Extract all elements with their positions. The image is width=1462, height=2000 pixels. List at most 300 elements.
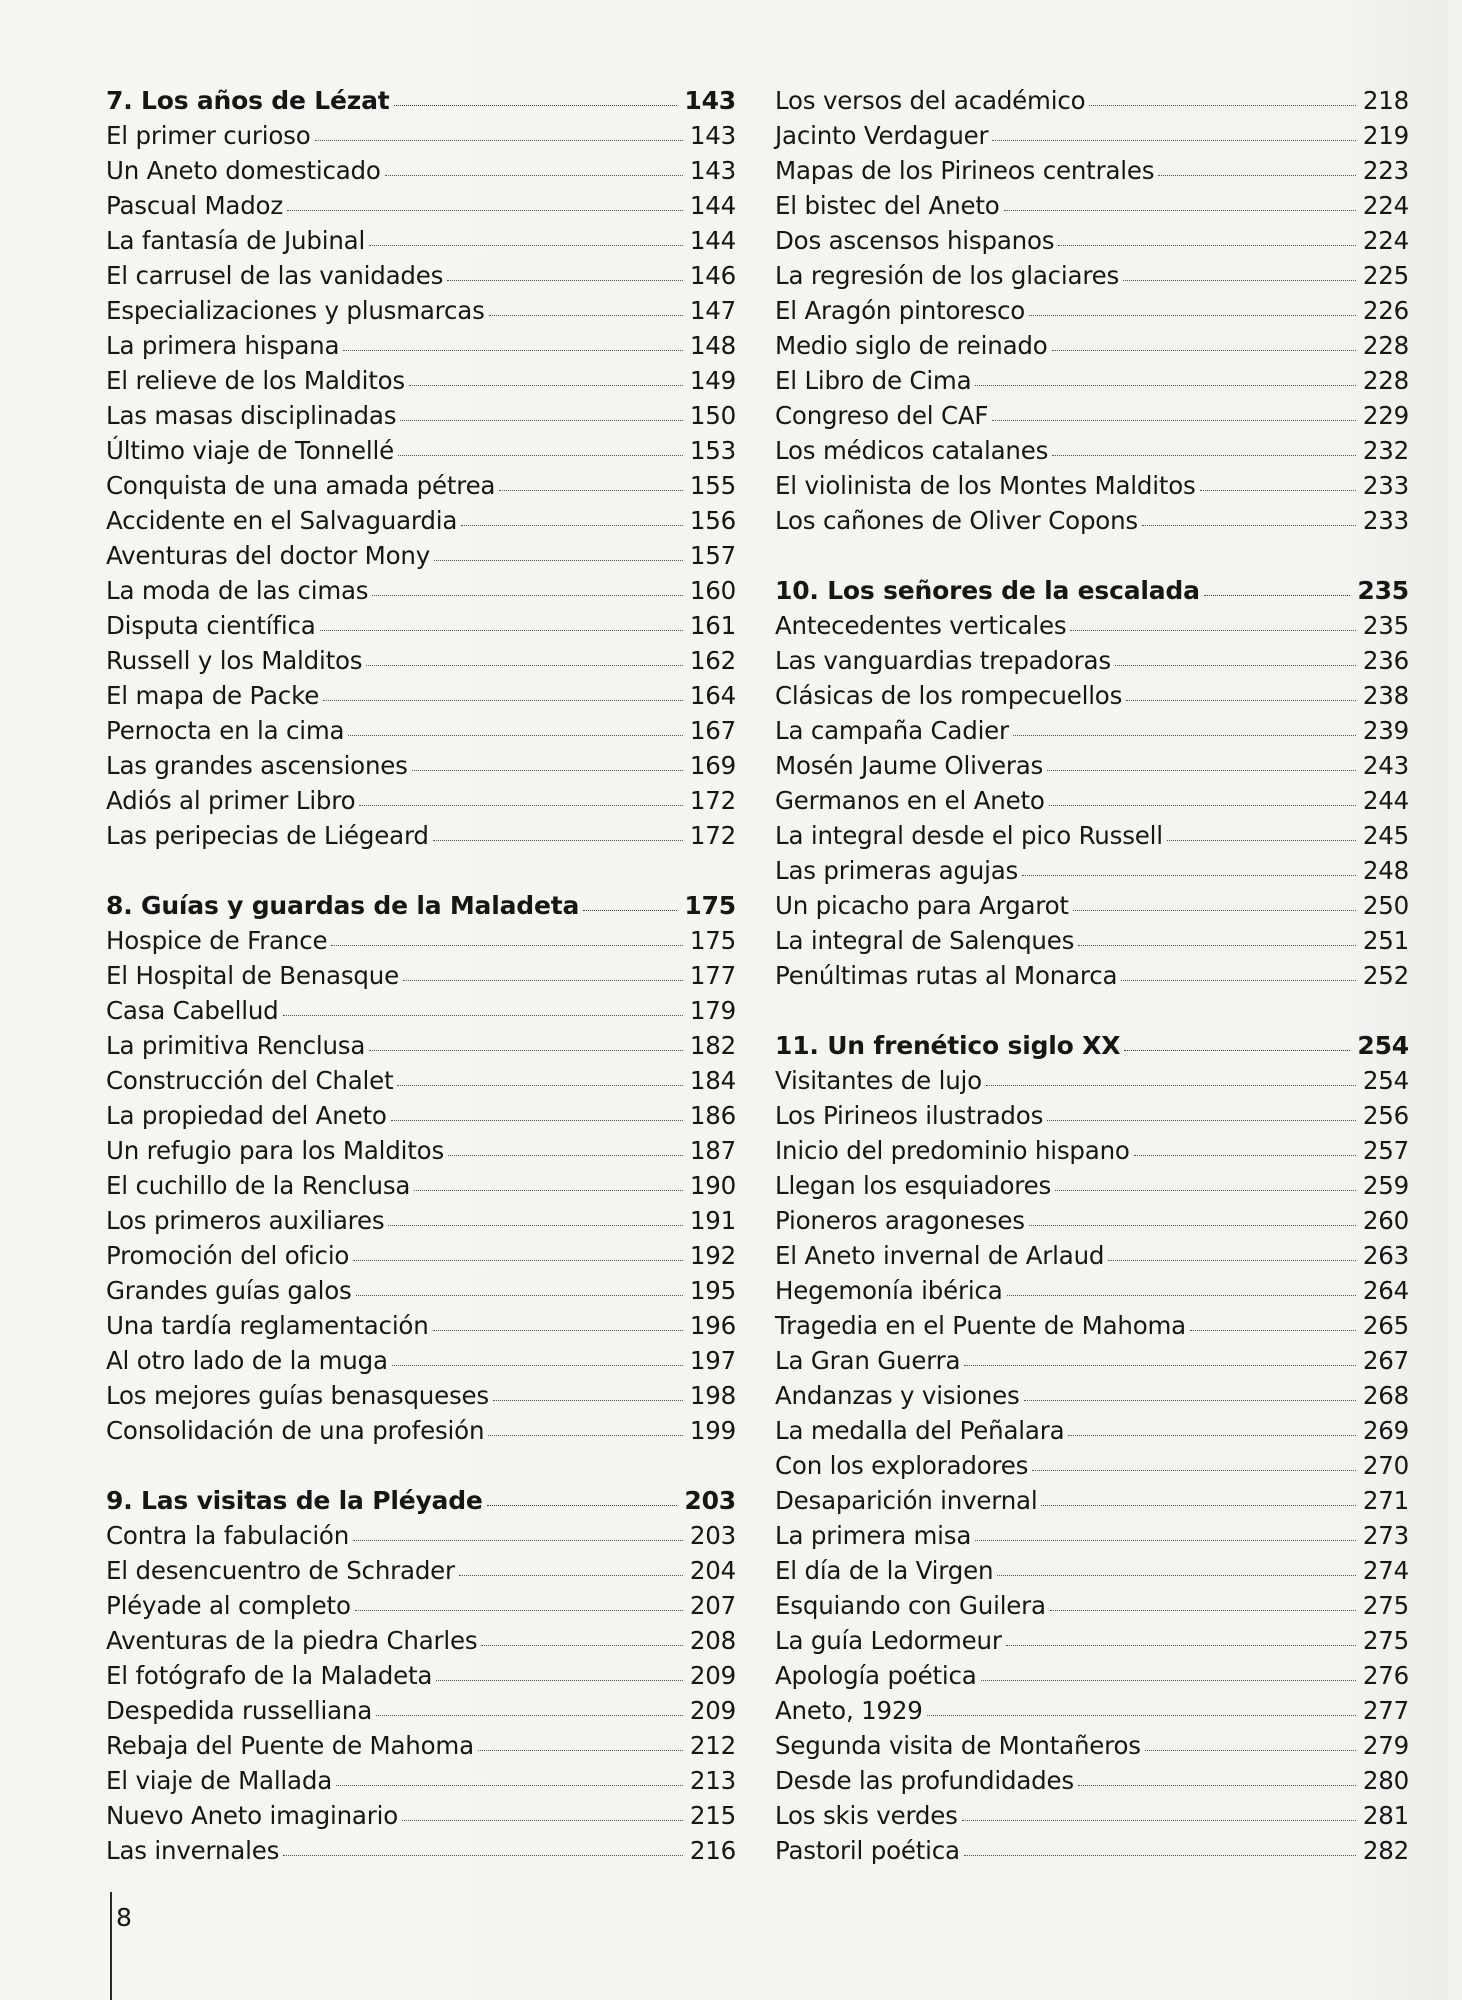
dot-leader [414,1190,683,1191]
entry-page-number: 209 [689,1696,736,1725]
toc-entry [775,261,1409,296]
dot-leader [359,805,682,806]
dot-leader [1013,735,1356,736]
toc-entry [775,891,1409,926]
entry-title: Rebaja del Puente de Mahoma [106,1731,474,1760]
entry-page-number: 239 [1362,716,1409,745]
entry-title: La medalla del Peñalara [775,1416,1065,1445]
toc-entry [106,1066,736,1101]
dot-leader [348,735,682,736]
chapter-title: 11. Un frenético siglo XX [775,1031,1121,1060]
entry-page-number: 275 [1362,1626,1409,1655]
toc-entry [775,786,1409,821]
dot-leader [997,1575,1356,1576]
entry-page-number: 203 [689,1521,736,1550]
entry-title: La regresión de los glaciares [775,261,1120,290]
entry-page-number: 274 [1362,1556,1409,1585]
toc-entry [775,1101,1409,1136]
entry-page-number: 268 [1362,1381,1409,1410]
toc-entry [775,1381,1409,1416]
entry-title: El mapa de Packe [106,681,320,710]
entry-page-number: 233 [1362,506,1409,535]
toc-entry [106,1591,736,1626]
dot-leader [975,385,1355,386]
entry-page-number: 208 [689,1626,736,1655]
dot-leader [394,105,678,106]
dot-leader [388,1225,682,1226]
dot-leader [1204,595,1351,596]
entry-page-number: 232 [1362,436,1409,465]
entry-title: Especializaciones y plusmarcas [106,296,485,325]
entry-page-number: 144 [689,191,736,220]
dot-leader [927,1715,1356,1716]
entry-page-number: 175 [689,926,736,955]
entry-title: Conquista de una amada pétrea [106,471,496,500]
entry-page-number: 149 [689,366,736,395]
toc-entry [106,751,736,786]
toc-entry [775,716,1409,751]
entry-page-number: 204 [689,1556,736,1585]
toc-entry [106,156,736,191]
entry-title: El viaje de Mallada [106,1766,333,1795]
dot-leader [336,1785,683,1786]
entry-page-number: 216 [689,1836,736,1865]
toc-entry [775,1521,1409,1556]
entry-page-number: 256 [1362,1101,1409,1130]
chapter-heading [775,1031,1409,1066]
toc-entry [106,716,736,751]
entry-title: El desencuentro de Schrader [106,1556,455,1585]
entry-page-number: 155 [689,471,736,500]
entry-page-number: 236 [1362,646,1409,675]
entry-title: La primitiva Renclusa [106,1031,366,1060]
toc-entry [775,926,1409,961]
entry-title: Pastoril poética [775,1836,960,1865]
entry-title: Los Pirineos ilustrados [775,1101,1044,1130]
entry-page-number: 271 [1362,1486,1409,1515]
toc-entry [775,1241,1409,1276]
entry-title: Las peripecias de Liégeard [106,821,429,850]
toc-entry [106,1381,736,1416]
toc-entry [775,821,1409,856]
dot-leader [1108,1260,1356,1261]
entry-title: Las vanguardias trepadoras [775,646,1111,675]
toc-entry [106,1836,736,1871]
toc-entry [775,681,1409,716]
chapter-heading [106,1486,736,1521]
page-number: 8 [116,1903,132,1932]
entry-title: El primer curioso [106,121,311,150]
toc-entry [775,1591,1409,1626]
entry-title: Un refugio para los Malditos [106,1136,445,1165]
entry-page-number: 280 [1362,1766,1409,1795]
dot-leader [487,1505,678,1506]
toc-entry [775,1276,1409,1311]
entry-title: Andanzas y visiones [775,1381,1020,1410]
entry-title: Las masas disciplinadas [106,401,397,430]
toc-entry [106,1521,736,1556]
entry-title: La guía Ledormeur [775,1626,1002,1655]
dot-leader [1126,700,1356,701]
entry-page-number: 143 [689,156,736,185]
dot-leader [1029,315,1356,316]
dot-leader [409,385,683,386]
dot-leader [1167,840,1356,841]
dot-leader [1068,1435,1355,1436]
dot-leader [433,840,683,841]
toc-entry [106,996,736,1031]
dot-leader [1047,770,1356,771]
entry-title: El fotógrafo de la Maladeta [106,1661,433,1690]
entry-title: Germanos en el Aneto [775,786,1045,815]
toc-entry [775,366,1409,401]
toc-entry [106,191,736,226]
entry-page-number: 275 [1362,1591,1409,1620]
toc-entry [775,1206,1409,1241]
entry-title: Russell y los Malditos [106,646,363,675]
entry-title: Las invernales [106,1836,280,1865]
dot-leader [1089,105,1355,106]
entry-title: Medio siglo de reinado [775,331,1048,360]
toc-entry [106,1311,736,1346]
dot-leader [1052,350,1356,351]
entry-page-number: 265 [1362,1311,1409,1340]
entry-title: Los médicos catalanes [775,436,1049,465]
dot-leader [1124,1050,1350,1051]
dot-leader [397,1085,682,1086]
entry-page-number: 213 [689,1766,736,1795]
entry-page-number: 162 [689,646,736,675]
toc-entry [106,1276,736,1311]
dot-leader [1024,1400,1356,1401]
entry-title: La integral de Salenques [775,926,1075,955]
entry-title: Un picacho para Argarot [775,891,1069,920]
entry-page-number: 282 [1362,1836,1409,1865]
toc-entry [106,1136,736,1171]
toc-entry [775,506,1409,541]
entry-page-number: 199 [689,1416,736,1445]
toc-entry [775,961,1409,996]
entry-title: El día de la Virgen [775,1556,994,1585]
entry-title: Las primeras agujas [775,856,1019,885]
dot-leader [499,490,683,491]
dot-leader [1073,910,1356,911]
dot-leader [436,1680,683,1681]
dot-leader [1022,875,1356,876]
entry-page-number: 191 [689,1206,736,1235]
entry-title: Visitantes de lujo [775,1066,982,1095]
entry-page-number: 254 [1362,1066,1409,1095]
entry-page-number: 167 [689,716,736,745]
entry-title: Clásicas de los rompecuellos [775,681,1123,710]
dot-leader [343,350,683,351]
entry-page-number: 218 [1362,86,1409,115]
dot-leader [981,1680,1356,1681]
dot-leader [493,1400,683,1401]
toc-entry [106,261,736,296]
entry-title: Pascual Madoz [106,191,284,220]
toc-entry [106,226,736,261]
entry-page-number: 250 [1362,891,1409,920]
dot-leader [447,280,683,281]
entry-page-number: 263 [1362,1241,1409,1270]
entry-page-number: 228 [1362,366,1409,395]
dot-leader [583,910,677,911]
dot-leader [1058,245,1356,246]
entry-title: Hospice de France [106,926,328,955]
entry-title: Antecedentes verticales [775,611,1067,640]
toc-entry [775,1416,1409,1451]
dot-leader [1200,490,1356,491]
entry-page-number: 172 [689,821,736,850]
toc-entry [106,401,736,436]
entry-page-number: 235 [1362,611,1409,640]
entry-title: Una tardía reglamentación [106,1311,429,1340]
chapter-heading [106,891,736,926]
dot-leader [1158,175,1356,176]
toc-entry [106,1766,736,1801]
dot-leader [1006,1645,1356,1646]
dot-leader [412,770,683,771]
entry-title: Los versos del académico [775,86,1086,115]
entry-page-number: 164 [689,681,736,710]
entry-title: Hegemonía ibérica [775,1276,1003,1305]
dot-leader [489,315,683,316]
entry-page-number: 212 [689,1731,736,1760]
entry-page-number: 248 [1362,856,1409,885]
entry-page-number: 245 [1362,821,1409,850]
toc-entry [106,646,736,681]
entry-title: Nuevo Aneto imaginario [106,1801,399,1830]
entry-title: Disputa científica [106,611,316,640]
dot-leader [1007,1295,1356,1296]
entry-title: El bistec del Aneto [775,191,1000,220]
dot-leader [478,1750,683,1751]
dot-leader [488,1435,683,1436]
chapter-title: 10. Los señores de la escalada [775,576,1200,605]
entry-title: El Aneto invernal de Arlaud [775,1241,1105,1270]
toc-entry [106,436,736,471]
dot-leader [964,1855,1356,1856]
entry-title: Desaparición invernal [775,1486,1038,1515]
toc-entry [775,1661,1409,1696]
dot-leader [1115,665,1356,666]
entry-page-number: 252 [1362,961,1409,990]
entry-title: Despedida russelliana [106,1696,373,1725]
toc-entry [775,156,1409,191]
entry-page-number: 175 [684,891,736,920]
entry-page-number: 281 [1362,1801,1409,1830]
toc-entry [775,1311,1409,1346]
entry-page-number: 147 [689,296,736,325]
entry-page-number: 224 [1362,226,1409,255]
entry-title: Adiós al primer Libro [106,786,356,815]
toc-entry [775,1556,1409,1591]
dot-leader [1134,1155,1356,1156]
dot-leader [366,665,682,666]
entry-page-number: 270 [1362,1451,1409,1480]
entry-page-number: 226 [1362,296,1409,325]
entry-page-number: 225 [1362,261,1409,290]
entry-page-number: 279 [1362,1731,1409,1760]
entry-page-number: 196 [689,1311,736,1340]
entry-title: El Libro de Cima [775,366,972,395]
entry-page-number: 229 [1362,401,1409,430]
entry-page-number: 156 [689,506,736,535]
entry-page-number: 267 [1362,1346,1409,1375]
entry-page-number: 260 [1362,1206,1409,1235]
toc-entry [106,1731,736,1766]
dot-leader [323,700,683,701]
toc-entry [106,1101,736,1136]
section-gap [106,856,736,891]
entry-page-number: 143 [684,86,736,115]
entry-page-number: 179 [689,996,736,1025]
entry-page-number: 238 [1362,681,1409,710]
entry-page-number: 277 [1362,1696,1409,1725]
entry-page-number: 233 [1362,471,1409,500]
toc-entry [106,1416,736,1451]
toc-entry [775,856,1409,891]
dot-leader [1190,1330,1356,1331]
entry-page-number: 157 [689,541,736,570]
dot-leader [448,1155,683,1156]
dot-leader [1052,455,1356,456]
toc-entry [106,821,736,856]
entry-title: Aneto, 1929 [775,1696,923,1725]
dot-leader [1123,280,1356,281]
entry-title: Segunda visita de Montañeros [775,1731,1141,1760]
dot-leader [398,455,683,456]
chapter-title: 7. Los años de Lézat [106,86,390,115]
toc-entry [775,1836,1409,1871]
toc-entry [775,1346,1409,1381]
dot-leader [1049,805,1356,806]
dot-leader [402,1820,683,1821]
section-gap [775,541,1409,576]
toc-entry [106,576,736,611]
entry-page-number: 276 [1362,1661,1409,1690]
entry-page-number: 251 [1362,926,1409,955]
entry-page-number: 172 [689,786,736,815]
entry-title: Tragedia en el Puente de Mahoma [775,1311,1186,1340]
toc-entry [106,1206,736,1241]
dot-leader [1070,630,1355,631]
entry-title: Apología poética [775,1661,977,1690]
entry-page-number: 148 [689,331,736,360]
entry-title: Al otro lado de la muga [106,1346,388,1375]
toc-entry [775,611,1409,646]
dot-leader [481,1645,682,1646]
dot-leader [1145,1750,1356,1751]
entry-title: Penúltimas rutas al Monarca [775,961,1118,990]
entry-page-number: 244 [1362,786,1409,815]
dot-leader [1121,980,1355,981]
dot-leader [459,1575,683,1576]
entry-page-number: 224 [1362,191,1409,220]
entry-page-number: 215 [689,1801,736,1830]
toc-entry [106,961,736,996]
entry-title: Mapas de los Pirineos centrales [775,156,1155,185]
toc-entry [775,751,1409,786]
entry-title: Jacinto Verdaguer [775,121,989,150]
toc-entry [775,86,1409,121]
toc-entry [106,506,736,541]
toc-entry [775,401,1409,436]
entry-page-number: 186 [689,1101,736,1130]
toc-entry [106,786,736,821]
entry-page-number: 177 [689,961,736,990]
dot-leader [376,1715,683,1716]
entry-title: El cuchillo de la Renclusa [106,1171,411,1200]
dot-leader [283,1015,683,1016]
dot-leader [372,595,682,596]
toc-entry [775,1136,1409,1171]
entry-title: La moda de las cimas [106,576,369,605]
toc-entry [106,366,736,401]
toc-entry [775,1451,1409,1486]
entry-page-number: 198 [689,1381,736,1410]
chapter-title: 9. Las visitas de la Pléyade [106,1486,483,1515]
dot-leader [353,1260,683,1261]
entry-title: El Hospital de Benasque [106,961,399,990]
entry-page-number: 207 [689,1591,736,1620]
dot-leader [392,1365,683,1366]
dot-leader [283,1855,683,1856]
toc-entry [775,226,1409,261]
entry-title: Los primeros auxiliares [106,1206,385,1235]
entry-page-number: 254 [1357,1031,1409,1060]
entry-page-number: 219 [1362,121,1409,150]
entry-page-number: 182 [689,1031,736,1060]
toc-entry [775,471,1409,506]
dot-leader [287,210,683,211]
toc-entry [106,681,736,716]
entry-title: El violinista de los Montes Malditos [775,471,1196,500]
dot-leader [461,525,683,526]
entry-title: Mosén Jaume Oliveras [775,751,1044,780]
entry-title: Último viaje de Tonnellé [106,436,395,465]
toc-entry [106,541,736,576]
toc-entry [775,1696,1409,1731]
entry-page-number: 209 [689,1661,736,1690]
entry-page-number: 161 [689,611,736,640]
dot-leader [385,175,683,176]
dot-leader [975,1540,1356,1541]
entry-page-number: 203 [684,1486,736,1515]
entry-title: Grandes guías galos [106,1276,352,1305]
entry-title: La Gran Guerra [775,1346,961,1375]
entry-page-number: 160 [689,576,736,605]
dot-leader [1004,210,1356,211]
entry-title: Los cañones de Oliver Copons [775,506,1138,535]
entry-page-number: 195 [689,1276,736,1305]
entry-page-number: 273 [1362,1521,1409,1550]
toc-entry [106,1346,736,1381]
dot-leader [986,1085,1356,1086]
entry-title: Pioneros aragoneses [775,1206,1025,1235]
toc-entry [775,191,1409,226]
dot-leader [331,945,682,946]
chapter-heading [106,86,736,121]
entry-page-number: 192 [689,1241,736,1270]
entry-title: Pernocta en la cima [106,716,345,745]
dot-leader [369,245,683,246]
dot-leader [1142,525,1356,526]
dot-leader [992,420,1356,421]
entry-title: Congreso del CAF [775,401,989,430]
entry-page-number: 169 [689,751,736,780]
